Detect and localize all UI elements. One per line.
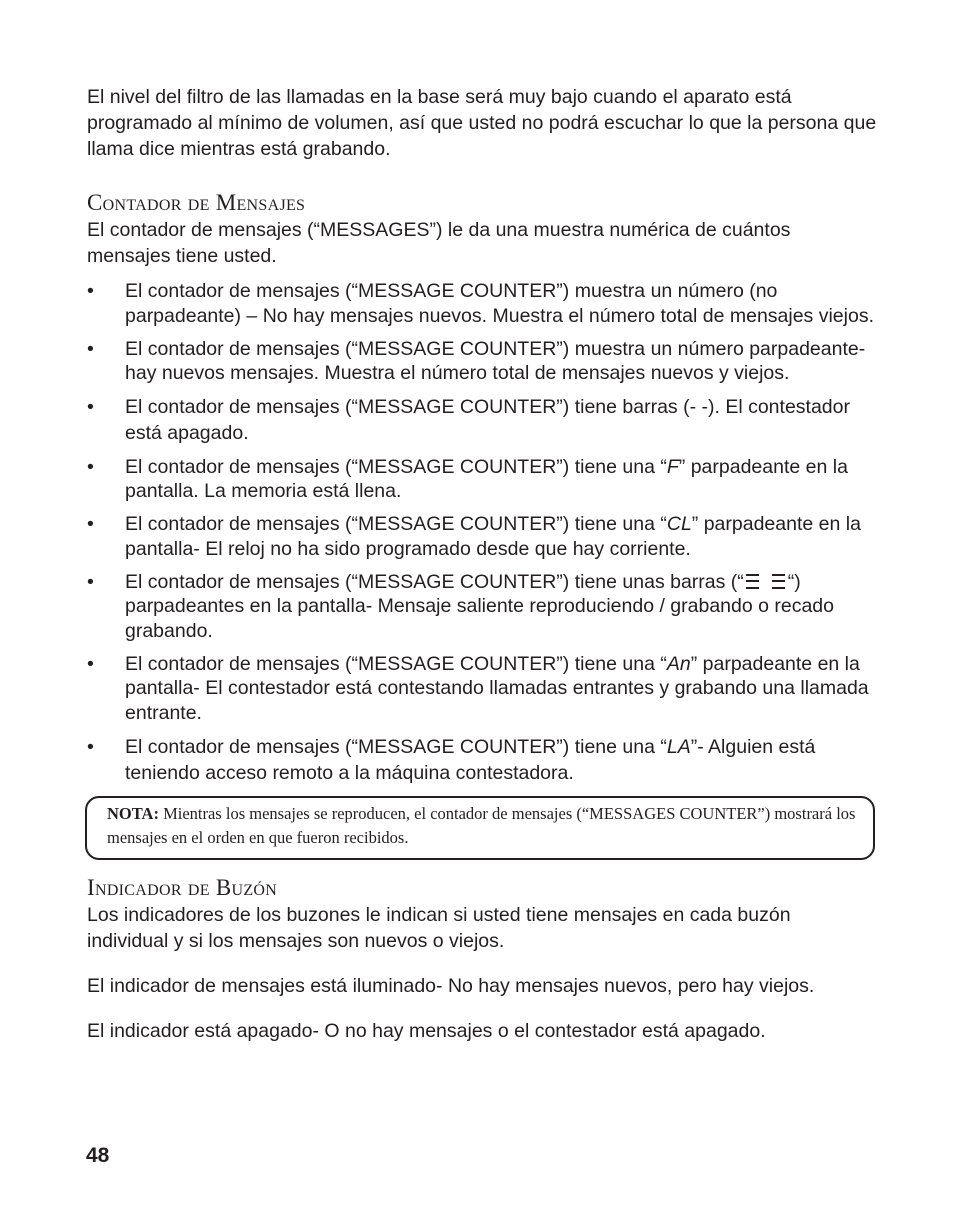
list-item: • El contador de mensajes (“MESSAGE COUNTER”) muestra un número parpadeante- hay nuevos mensajes. Muestra el número total de mensajes nuevos y viejos.	[87, 337, 877, 386]
display-code-cl: CL	[666, 513, 692, 535]
section-title-mailbox-indicator: Indicador de Buzón	[87, 874, 278, 900]
list-item: • El contador de mensajes (“MESSAGE COUNTER”) tiene una “CL” parpadeante en la pantalla- El reloj no ha sido programado desde que hay corriente.	[87, 512, 877, 561]
note-box	[85, 796, 875, 860]
display-code-an: An	[666, 652, 691, 675]
intro-paragraph: El nivel del filtro de las llamadas en la base será muy bajo cuando el aparato está programado al mínimo de volumen, así que usted no podrá escuchar lo que la persona que llama dice mientras está grabando.	[87, 86, 877, 160]
list-item: • El contador de mensajes (“MESSAGE COUNTER”) muestra un número (no parpadeante) – No hay mensajes nuevos. Muestra el número total de mensajes viejos.	[87, 279, 877, 328]
list-item: • El contador de mensajes (“MESSAGE COUNTER”) tiene una “LA”- Alguien está teniendo acceso remoto a la máquina contestadora.	[87, 734, 877, 786]
segment-bars-icon	[744, 572, 788, 590]
list-item: • El contador de mensajes (“MESSAGE COUNTER”) tiene una “An” parpadeante en la pantalla- El contestador está contestando llamadas entrantes y grabando una llamada entrante.	[87, 652, 877, 726]
mailbox-paragraph: Los indicadores de los buzones le indican si usted tiene mensajes en cada buzón individual y si los mensajes son nuevos o viejos.	[87, 903, 791, 952]
display-code-la: LA	[666, 735, 691, 758]
message-counter-description: El contador de mensajes (“MESSAGES”) le da una muestra numérica de cuántos mensajes tiene usted.	[87, 219, 791, 267]
page-content	[87, 84, 877, 1044]
note-label: NOTA:	[107, 803, 159, 823]
list-item: • El contador de mensajes (“MESSAGE COUNTER”) tiene barras (- -). El contestador está apagado.	[87, 394, 877, 446]
section-title-message-counter: Contador de Mensajes	[87, 190, 306, 215]
note-text: Mientras los mensajes se reproducen, el contador de mensajes (“MESSAGES COUNTER”) mostrará los mensajes en el orden en que fueron recibidos.	[107, 803, 856, 847]
page-number: 48	[86, 1144, 110, 1167]
display-code-f: F	[666, 455, 679, 478]
list-item: • El contador de mensajes (“MESSAGE COUNTER”) tiene unas barras (“ “) parpadeantes en la pantalla- Mensaje saliente reproduciendo / grabando o recado grabando.	[87, 570, 877, 644]
mailbox-paragraph: El indicador de mensajes está iluminado- No hay mensajes nuevos, pero hay viejos.	[87, 974, 815, 997]
mailbox-paragraph: El indicador está apagado- O no hay mensajes o el contestador está apagado.	[87, 1019, 766, 1042]
message-counter-list	[87, 279, 877, 786]
list-item: • El contador de mensajes (“MESSAGE COUNTER”) tiene una “F” parpadeante en la pantalla. La memoria está llena.	[87, 455, 877, 504]
